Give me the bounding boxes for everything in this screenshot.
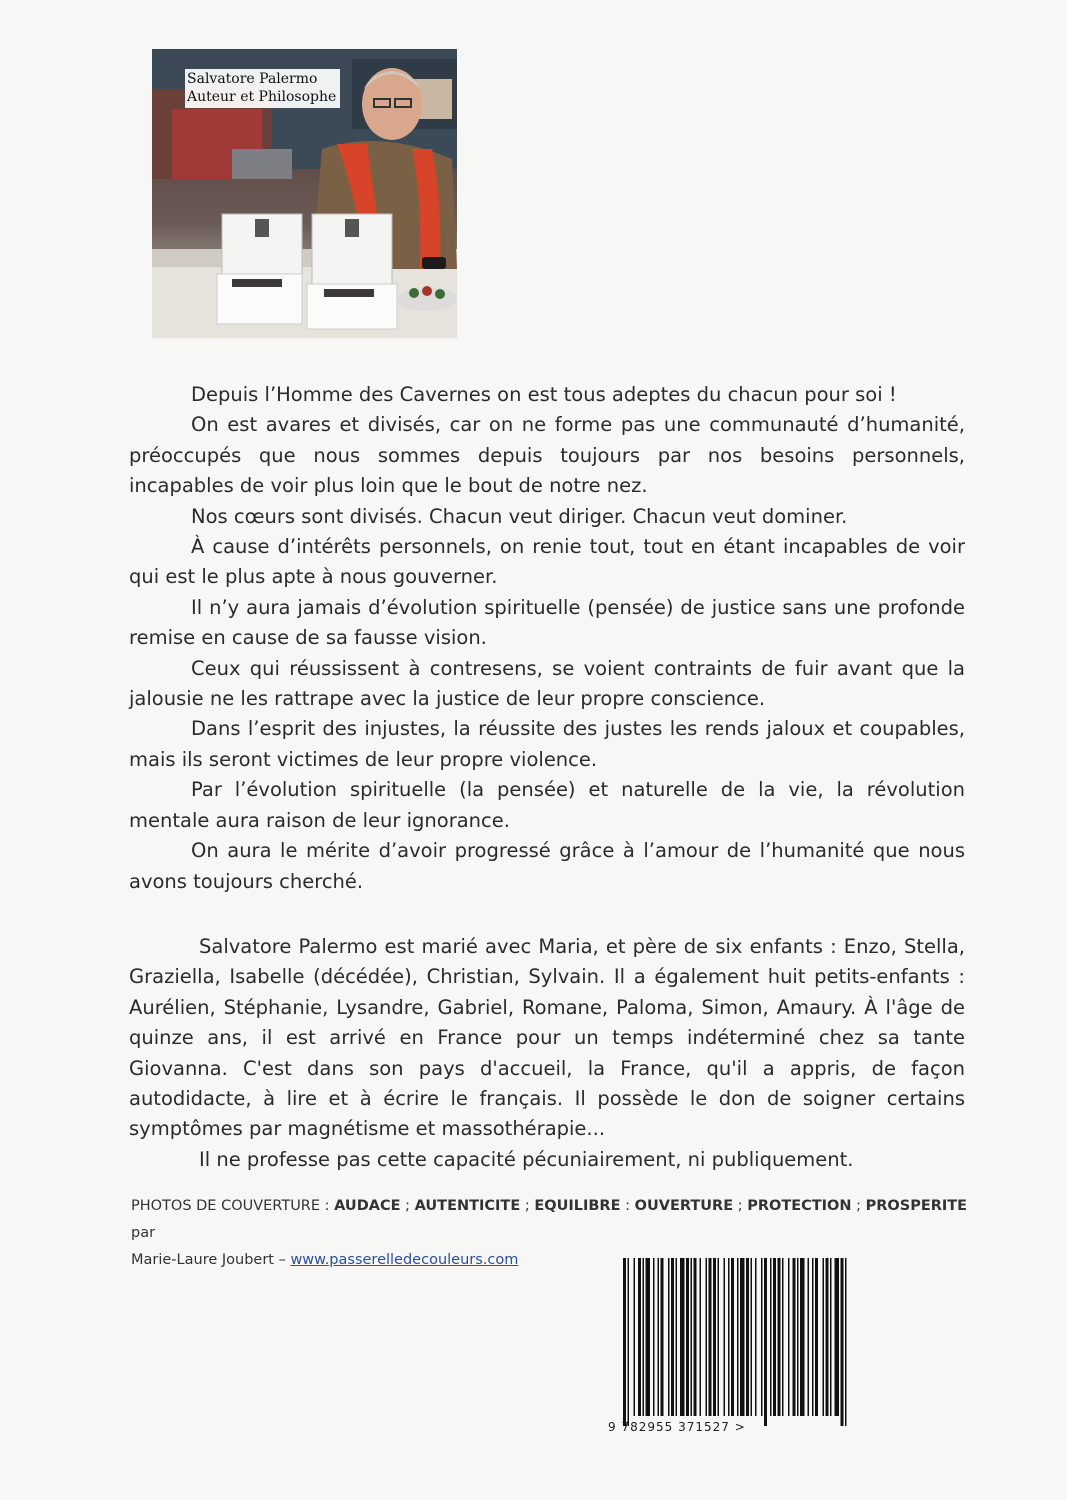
photo-caption: [185, 69, 340, 108]
barcode-bar: [661, 1258, 664, 1416]
photo-caption-name: Salvatore Palermo: [187, 71, 318, 87]
barcode-bar: [668, 1258, 670, 1416]
barcode-bar: [841, 1258, 844, 1426]
barcode-bar: [751, 1258, 753, 1416]
barcode-bar: [728, 1258, 730, 1416]
barcode-bar: [628, 1258, 630, 1426]
barcode-bar: [764, 1258, 767, 1426]
barcode-bar: [740, 1258, 745, 1416]
paragraph: Ceux qui réussissent à contresens, se voient contraints de fuir avant que la jalousie ne les rattrape avec la justice de leur propre conscience.: [129, 656, 965, 711]
barcode-bar: [800, 1258, 805, 1416]
author-bio: [129, 932, 965, 1175]
barcode-bar: [815, 1258, 818, 1416]
credit-item: EQUILIBRE: [534, 1198, 621, 1214]
separator: ;: [851, 1198, 866, 1214]
credit-item: PROSPERITE: [865, 1198, 968, 1214]
credits-prefix: PHOTOS DE COUVERTURE :: [131, 1198, 335, 1214]
credit-item: AUTENTICITE: [414, 1198, 521, 1214]
barcode-bar: [680, 1258, 685, 1416]
barcode-bar: [718, 1258, 720, 1416]
barcode-bar: [737, 1258, 739, 1416]
barcode-bar: [823, 1258, 825, 1416]
barcode-bar: [700, 1258, 702, 1416]
separator: ;: [520, 1198, 535, 1214]
barcode-bar: [770, 1258, 772, 1416]
barcode-bar: [694, 1258, 697, 1416]
paragraph: Dans l’esprit des injustes, la réussite des justes les rends jaloux et coupables, mais ils seront victimes de leur propre violence.: [129, 717, 965, 771]
paragraph: Nos cœurs sont divisés. Chacun veut diriger. Chacun veut dominer.: [191, 504, 848, 528]
paragraph: On aura le mérite d’avoir progressé grâce à l’amour de l’humanité que nous avons toujours cherché.: [129, 839, 965, 893]
paragraph: À cause d’intérêts personnels, on renie tout, tout en étant incapables de voir qui est le plus apte à nous gouverner.: [129, 535, 965, 589]
barcode-bar: [746, 1258, 749, 1416]
barcode-bar: [671, 1258, 674, 1416]
barcode-bar: [724, 1258, 726, 1416]
barcode-bar: [778, 1258, 781, 1416]
credits-by: par: [131, 1225, 156, 1241]
bio-paragraph: Salvatore Palermo est marié avec Maria, et père de six enfants : Enzo, Stella, Graziella, Isabelle (décédée), Christian, Sylvain. Il a également huit petits-enfants : Aurélien, Stéphanie, Lysandre, Gabriel, Romane, Paloma, Simon, Amaury. À l'âge de quinze ans, il est arrivé en France pour un temps indéterminé chez sa tante Giovanna. C'est dans son pays d'accueil, la France, qu'il a appris, de façon autodidacte, à lire et à écrire le français. Il possède le don de soigner certains symptômes par magnétisme et massothérapie...: [129, 935, 965, 1141]
photo-caption-title: Auteur et Philosophe: [187, 89, 337, 105]
barcode-bar: [646, 1258, 651, 1416]
barcode-bar: [709, 1258, 712, 1416]
barcode-bar: [826, 1258, 829, 1416]
barcode-bar: [755, 1258, 757, 1416]
barcode-bar: [845, 1258, 847, 1426]
barcode-bar: [643, 1258, 645, 1416]
barcode-bar: [623, 1258, 626, 1426]
paragraph: Par l’évolution spirituelle (la pensée) et naturelle de la vie, la révolution mentale aura raison de leur ignorance.: [129, 778, 965, 832]
barcode-bar: [653, 1258, 655, 1416]
barcode-bar: [797, 1258, 799, 1416]
credits-line-1: [131, 1193, 971, 1247]
barcode-bar: [793, 1258, 796, 1416]
separator: ;: [733, 1198, 748, 1214]
website-link[interactable]: www.passerelledecouleurs.com: [290, 1252, 519, 1268]
barcode-bar: [676, 1258, 678, 1416]
main-text: [129, 380, 965, 897]
author-photo: [152, 49, 457, 338]
credit-item: OUVERTURE: [634, 1198, 734, 1214]
paragraph: Depuis l’Homme des Cavernes on est tous adeptes du chacun pour soi !: [191, 383, 897, 406]
isbn-barcode: [623, 1258, 847, 1426]
barcode-bar: [782, 1258, 784, 1416]
barcode-bar: [830, 1258, 832, 1416]
barcode-bar: [658, 1258, 660, 1416]
bio-paragraph: Il ne professe pas cette capacité pécuniairement, ni publiquement.: [199, 1147, 854, 1171]
barcode-bar: [835, 1258, 840, 1416]
barcode-bar: [773, 1258, 776, 1416]
barcode-bar: [812, 1258, 814, 1416]
paragraph: On est avares et divisés, car on ne forme pas une communauté d’humanité, préoccupés que nous sommes depuis toujours par nos besoins personnels, incapables de voir plus loin que le bout de notre nez.: [129, 413, 965, 498]
barcode-bar: [691, 1258, 693, 1416]
barcode-bar: [713, 1258, 716, 1416]
barcode-bar: [808, 1258, 810, 1416]
barcode-bar: [788, 1258, 790, 1416]
barcode-bar: [731, 1258, 734, 1416]
credits-author: Marie-Laure Joubert –: [131, 1252, 291, 1268]
barcode-bar: [761, 1258, 763, 1416]
paragraph: Il n’y aura jamais d’évolution spirituelle (pensée) de justice sans une profonde remise en cause de sa fausse vision.: [129, 595, 965, 650]
separator: ;: [400, 1198, 415, 1214]
credit-item: AUDACE: [334, 1198, 401, 1214]
barcode-bar: [706, 1258, 708, 1416]
barcode-bar: [634, 1258, 636, 1416]
barcode-digits: 9 782955 371527 >: [608, 1420, 746, 1434]
credit-item: PROTECTION: [747, 1198, 852, 1214]
separator: :: [620, 1198, 635, 1214]
barcode-bar: [686, 1258, 689, 1416]
barcode-bar: [638, 1258, 641, 1416]
